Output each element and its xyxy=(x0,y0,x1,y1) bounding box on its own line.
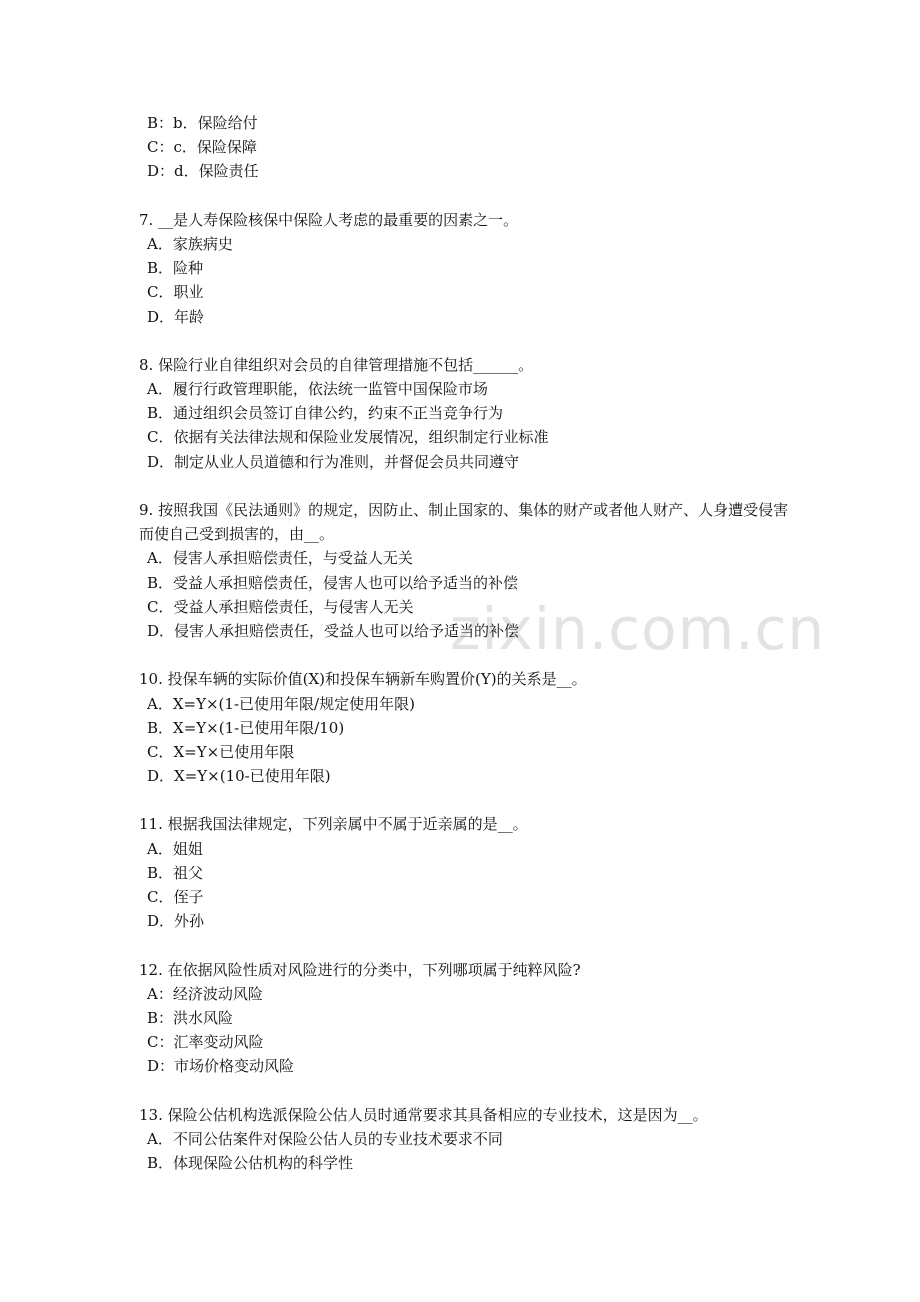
watermark-text: zixin.com.cn xyxy=(450,595,826,663)
option-a: A．姐姐 xyxy=(147,839,203,858)
option-d: D．制定从业人员道德和行为准则，并督促会员共同遵守 xyxy=(147,452,520,471)
option-a: A．侵害人承担赔偿责任，与受益人无关 xyxy=(147,549,413,568)
carryover-options xyxy=(139,111,789,184)
option-c: C．侄子 xyxy=(147,888,204,907)
question-stem: 8. 保险行业自律组织对会员的自律管理措施不包括______。 xyxy=(139,355,534,374)
option-b: B．受益人承担赔偿责任，侵害人也可以给予适当的补偿 xyxy=(147,573,519,592)
spacer xyxy=(139,474,789,498)
option-c: C．受益人承担赔偿责任，与侵害人无关 xyxy=(147,597,414,616)
option-c: C．依据有关法律法规和保险业发展情况，组织制定行业标准 xyxy=(147,428,549,447)
spacer xyxy=(139,933,789,957)
option-a: A．X=Y×(1-已使用年限/规定使用年限) xyxy=(147,694,415,713)
spacer xyxy=(139,788,789,812)
question-8 xyxy=(139,353,789,474)
option-b: B．通过组织会员签订自律公约，约束不正当竞争行为 xyxy=(147,404,504,423)
question-stem: 9. 按照我国《民法通则》的规定，因防止、制止国家的、集体的财产或者他人财产、人身遭受侵害而使自己受到损害的，由__。 xyxy=(139,501,789,544)
option-b: B．体现保险公估机构的科学性 xyxy=(147,1154,354,1173)
option-a: A：经济波动风险 xyxy=(147,984,263,1003)
question-12 xyxy=(139,958,789,1079)
option-b: B：洪水风险 xyxy=(147,1008,234,1027)
option-a: A．家族病史 xyxy=(147,234,233,253)
option-c: C．X=Y×已使用年限 xyxy=(147,742,295,761)
question-stem: 12. 在依据风险性质对风险进行的分类中，下列哪项属于纯粹风险? xyxy=(139,960,581,979)
option-d: D．X=Y×(10-已使用年限) xyxy=(147,767,331,786)
option-d: D．外孙 xyxy=(147,912,205,931)
question-stem: 7. __是人寿保险核保中保险人考虑的最重要的因素之一。 xyxy=(139,210,519,229)
question-list xyxy=(139,111,789,1175)
question-13 xyxy=(139,1103,789,1176)
option-d: D：市场价格变动风险 xyxy=(147,1057,295,1076)
option-a: A．不同公估案件对保险公估人员的专业技术要求不同 xyxy=(147,1129,503,1148)
spacer xyxy=(139,643,789,667)
option: B：b．保险给付 xyxy=(147,114,258,132)
question-stem: 10. 投保车辆的实际价值(X)和投保车辆新车购置价(Y)的关系是__。 xyxy=(139,670,587,689)
question-7 xyxy=(139,208,789,329)
question-stem: 13. 保险公估机构选派保险公估人员时通常要求其具备相应的专业技术，这是因为__。 xyxy=(139,1105,708,1124)
question-11 xyxy=(139,812,789,933)
option: C：c．保险保障 xyxy=(147,138,257,157)
option-b: B．险种 xyxy=(147,259,204,278)
option-a: A．履行行政管理职能，依法统一监管中国保险市场 xyxy=(147,380,488,399)
option-d: D．侵害人承担赔偿责任，受益人也可以给予适当的补偿 xyxy=(147,621,520,640)
question-9 xyxy=(139,498,789,643)
option-d: D．年龄 xyxy=(147,307,205,326)
option-b: B．X=Y×(1-已使用年限/10) xyxy=(147,718,345,737)
option-c: C：汇率变动风险 xyxy=(147,1033,264,1052)
option-b: B．祖父 xyxy=(147,863,204,882)
spacer xyxy=(139,184,789,208)
option: D：d．保险责任 xyxy=(147,162,259,181)
spacer xyxy=(139,329,789,353)
question-stem: 11. 根据我国法律规定，下列亲属中不属于近亲属的是__。 xyxy=(139,815,528,834)
spacer xyxy=(139,1079,789,1103)
option-c: C．职业 xyxy=(147,283,204,302)
question-10 xyxy=(139,667,789,788)
